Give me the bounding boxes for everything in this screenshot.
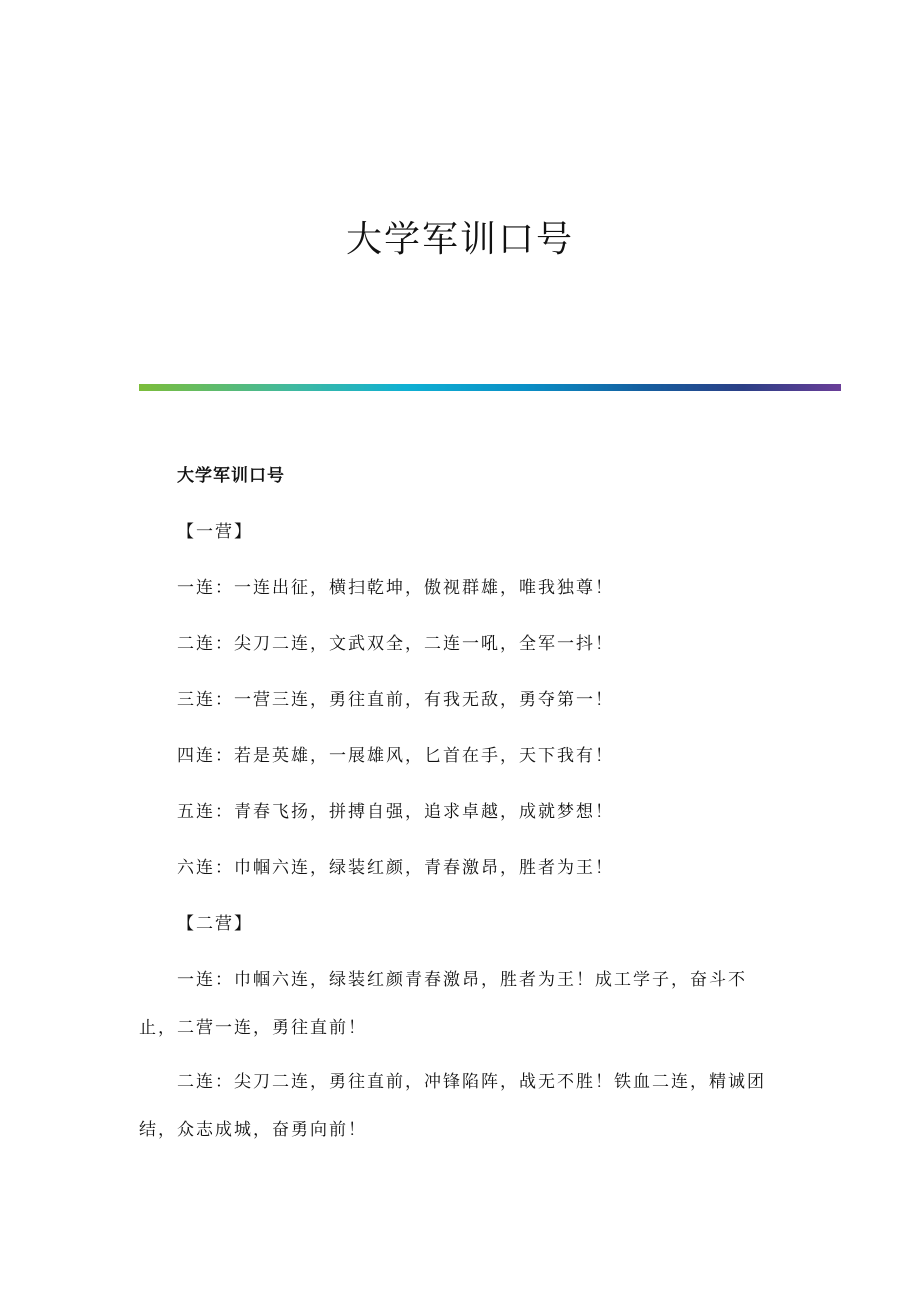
slogan-line: 六连：巾帼六连，绿装红颜，青春激昂，胜者为王！	[177, 858, 614, 878]
slogan-line: 三连：一营三连，勇往直前，有我无敌，勇夺第一！	[177, 690, 614, 710]
document-body	[139, 466, 769, 1174]
section-heading-battalion-1: 【一营】	[177, 522, 253, 542]
slogan-line: 二连：尖刀二连，文武双全，二连一吼，全军一抖！	[177, 634, 614, 654]
slogan-paragraph: 一连：巾帼六连，绿装红颜青春激昂，胜者为王！成工学子，奋斗不止，二营一连，勇往直前！	[139, 970, 747, 1038]
page-title: 大学军训口号	[345, 219, 574, 260]
slogan-line: 四连：若是英雄，一展雄风，匕首在手，天下我有！	[177, 746, 614, 766]
slogan-paragraph: 二连：尖刀二连，勇往直前，冲锋陷阵，战无不胜！铁血二连，精诚团结，众志成城，奋勇向前！	[139, 1072, 766, 1140]
gradient-divider	[139, 384, 841, 391]
slogan-line: 一连：一连出征，横扫乾坤，傲视群雄，唯我独尊！	[177, 578, 614, 598]
slogan-line: 五连：青春飞扬，拼搏自强，追求卓越，成就梦想！	[177, 802, 614, 822]
document-subtitle: 大学军训口号	[177, 466, 285, 486]
section-heading-battalion-2: 【二营】	[177, 914, 253, 934]
